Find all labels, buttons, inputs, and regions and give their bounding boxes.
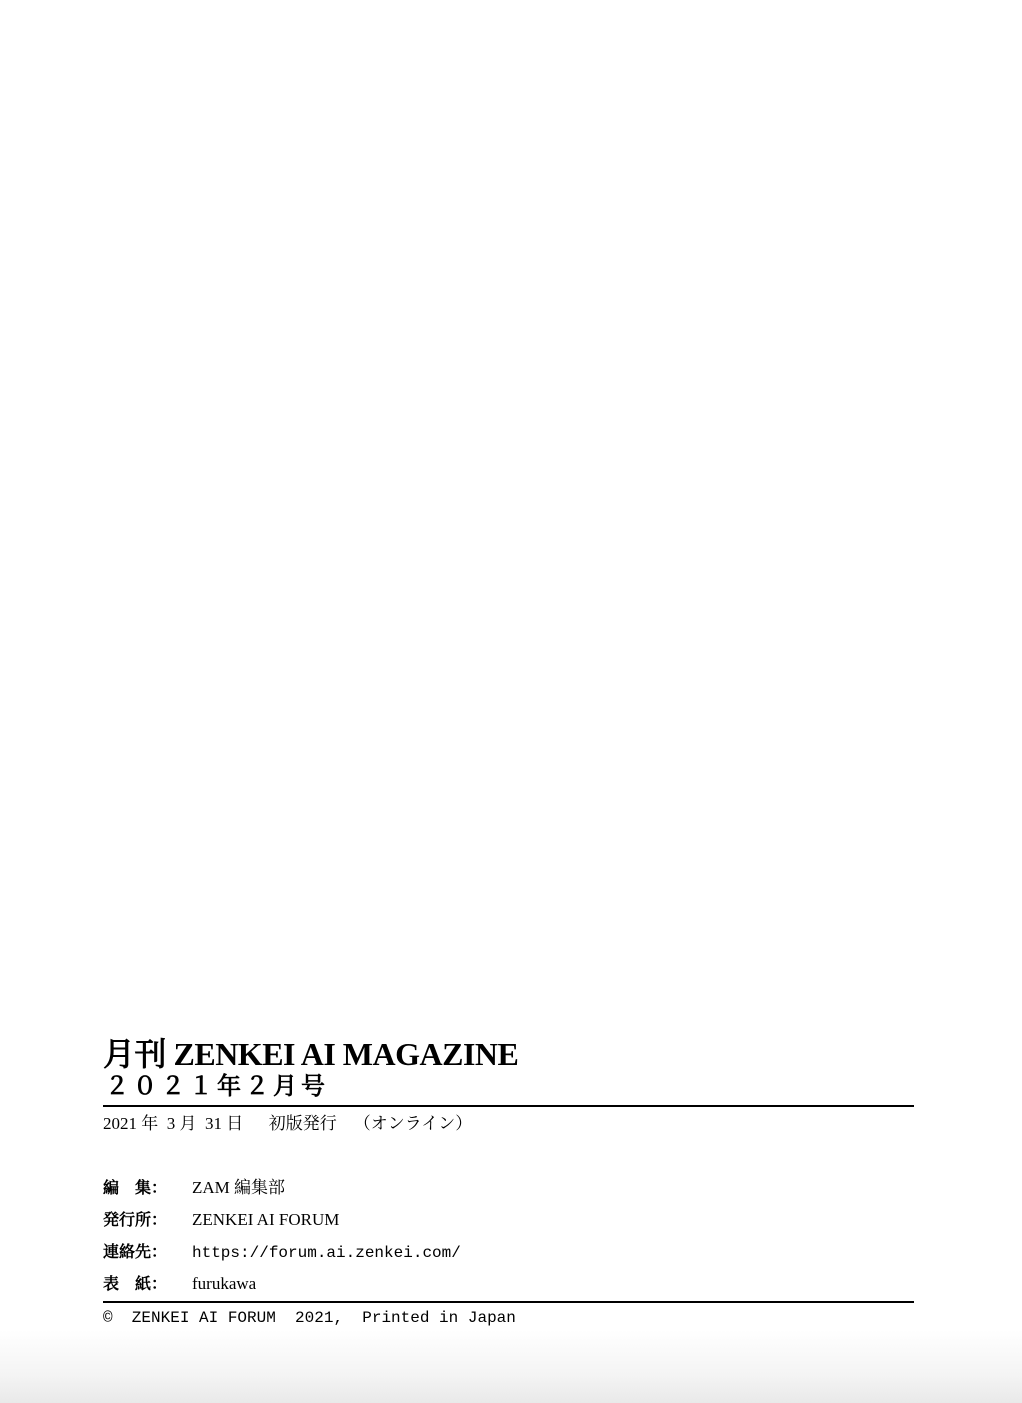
contact-url: https://forum.ai.zenkei.com/: [192, 1244, 461, 1262]
publication-date: 2021 年 3 月 31 日 初版発行 （オンライン）: [103, 1114, 473, 1133]
credit-row-contact: [103, 1236, 914, 1268]
credit-value: ZENKEI AI FORUM: [192, 1210, 340, 1229]
credits-list: [103, 1172, 914, 1300]
divider-top: [103, 1105, 914, 1107]
credit-row-publisher: [103, 1204, 914, 1236]
issue-label: ２０２１年２月号: [105, 1072, 329, 1100]
copyright-notice: © ZENKEI AI FORUM 2021, Printed in Japan: [103, 1309, 516, 1327]
credit-label: 発行所：: [103, 1210, 168, 1229]
credit-row-cover: [103, 1268, 914, 1300]
credit-value: furukawa: [192, 1274, 257, 1293]
credit-row-editor: [103, 1172, 914, 1204]
credit-label: 編 集：: [103, 1178, 168, 1197]
credit-label: 連絡先：: [103, 1242, 168, 1261]
magazine-title: 月刊 ZENKEI AI MAGAZINE: [103, 1036, 519, 1072]
credit-label: 表 紙：: [103, 1274, 168, 1293]
colophon: [103, 1036, 914, 1333]
credit-value: ZAM 編集部: [192, 1178, 286, 1197]
